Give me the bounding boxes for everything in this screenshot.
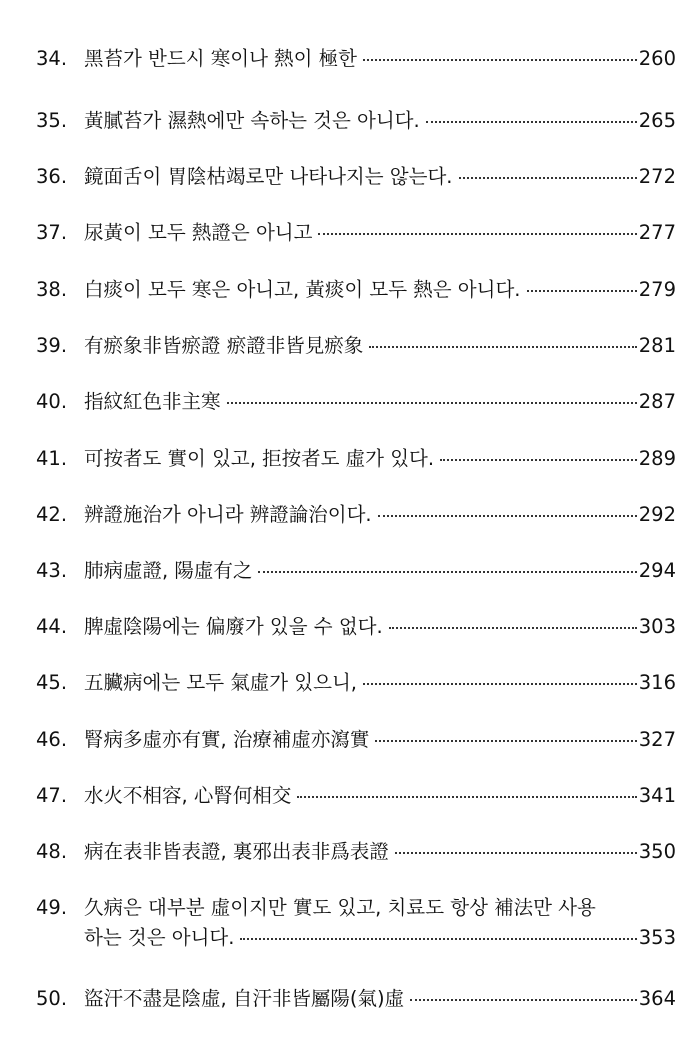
toc-entry — [36, 106, 676, 136]
toc-title: 尿黃이 모두 熱證은 아니고 — [84, 221, 313, 244]
toc-title-continuation: 하는 것은 아니다. — [84, 926, 235, 949]
toc-number: 50. — [36, 987, 68, 1010]
toc-entry — [36, 44, 676, 74]
toc-title: 鏡面舌이 胃陰枯竭로만 나타나지는 않는다. — [84, 165, 453, 188]
toc-title: 指紋紅色非主寒 — [84, 390, 221, 413]
toc-page: 294 — [638, 559, 676, 582]
toc-number: 44. — [36, 615, 68, 638]
toc-number: 45. — [36, 671, 68, 694]
toc-entry — [36, 556, 676, 586]
toc-leader — [527, 289, 637, 292]
toc-leader — [318, 232, 636, 235]
toc-number: 42. — [36, 503, 68, 526]
toc-leader — [363, 58, 637, 61]
toc-title: 脾虛陰陽에는 偏廢가 있을 수 없다. — [84, 615, 383, 638]
toc-page: 303 — [638, 615, 676, 638]
toc-page: 316 — [638, 671, 676, 694]
toc-entry — [36, 984, 676, 1014]
toc-entry — [36, 781, 676, 811]
toc-title: 白痰이 모두 寒은 아니고, 黃痰이 모두 熱은 아니다. — [84, 278, 521, 301]
toc-title: 五臟病에는 모두 氣虛가 있으니, — [84, 671, 357, 694]
toc-leader — [459, 176, 637, 179]
toc-page: 279 — [638, 278, 676, 301]
toc-title: 有瘀象非皆瘀證 瘀證非皆見瘀象 — [84, 334, 364, 357]
toc-entry — [36, 387, 676, 417]
toc-title: 肺病虛證, 陽虛有之 — [84, 559, 253, 582]
toc-entry — [36, 612, 676, 642]
toc-number: 40. — [36, 390, 68, 413]
toc-title: 水火不相容, 心腎何相交 — [84, 784, 292, 807]
toc-page: 353 — [638, 926, 676, 949]
toc-number: 37. — [36, 221, 68, 244]
toc-page: 289 — [638, 447, 676, 470]
toc-number: 43. — [36, 559, 68, 582]
toc-title: 辨證施治가 아니라 辨證論治이다. — [84, 503, 372, 526]
toc-leader — [258, 570, 636, 573]
toc-entry — [36, 275, 676, 305]
toc-leader — [426, 120, 637, 123]
toc-entry — [36, 444, 676, 474]
toc-number: 47. — [36, 784, 68, 807]
toc-leader — [389, 626, 637, 629]
toc-page: 277 — [638, 221, 676, 244]
toc-entry — [36, 668, 676, 698]
toc-page: 287 — [638, 390, 676, 413]
toc-page: 281 — [638, 334, 676, 357]
toc-title: 腎病多虛亦有實, 治療補虛亦瀉實 — [84, 728, 370, 751]
toc-title: 盜汗不盡是陰虛, 自汗非皆屬陽(氣)虛 — [84, 987, 405, 1010]
toc-page: 350 — [638, 840, 676, 863]
toc-leader — [378, 514, 637, 517]
toc-leader — [227, 401, 637, 404]
toc-title: 黑苔가 반드시 寒이나 熱이 極한 — [84, 47, 357, 70]
toc-number: 34. — [36, 47, 68, 70]
toc-number: 38. — [36, 278, 68, 301]
toc-leader — [297, 795, 636, 798]
toc-page: 327 — [638, 728, 676, 751]
toc-number: 46. — [36, 728, 68, 751]
toc-number: 41. — [36, 447, 68, 470]
toc-title: 可按者도 實이 있고, 拒按者도 虛가 있다. — [84, 447, 435, 470]
toc-page: 341 — [638, 784, 676, 807]
toc-entry — [36, 893, 676, 953]
toc-number: 49. — [36, 896, 68, 919]
toc-entry — [36, 837, 676, 867]
toc-title: 病在表非皆表證, 裏邪出表非爲表證 — [84, 840, 389, 863]
toc-title: 黃膩苔가 濕熱에만 속하는 것은 아니다. — [84, 109, 420, 132]
toc-page: 272 — [638, 165, 676, 188]
toc-leader — [363, 682, 637, 685]
toc-entry — [36, 331, 676, 361]
toc-page: 265 — [638, 109, 676, 132]
toc-leader — [375, 739, 636, 742]
toc-page: 364 — [638, 987, 676, 1010]
toc-number: 48. — [36, 840, 68, 863]
toc-page: 292 — [638, 503, 676, 526]
toc-page: 260 — [638, 47, 676, 70]
toc-leader — [369, 345, 637, 348]
toc-leader — [440, 458, 637, 461]
toc-number: 35. — [36, 109, 68, 132]
toc-leader — [410, 998, 637, 1001]
toc-title: 久病은 대부분 虛이지만 實도 있고, 치료도 항상 補法만 사용 — [84, 896, 596, 919]
toc-leader — [240, 937, 636, 940]
toc-leader — [395, 851, 637, 854]
toc-entry — [36, 218, 676, 248]
toc-entry — [36, 162, 676, 192]
toc-number: 36. — [36, 165, 68, 188]
toc-number: 39. — [36, 334, 68, 357]
toc-entry — [36, 500, 676, 530]
toc-entry — [36, 725, 676, 755]
